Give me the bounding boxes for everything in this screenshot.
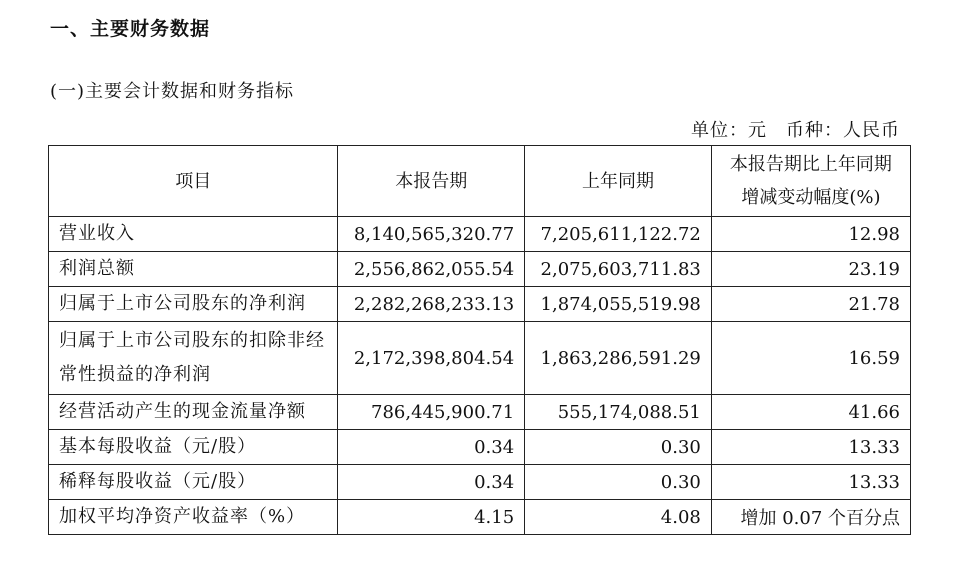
section-title: 一、主要财务数据: [50, 18, 211, 40]
table-row: [49, 465, 911, 500]
row-current: 4.15: [338, 500, 525, 535]
table-row: [49, 395, 911, 430]
row-change: 12.98: [711, 217, 910, 252]
header-prior-period: 上年同期: [525, 146, 712, 217]
row-item: 归属于上市公司股东的扣除非经常性损益的净利润: [49, 322, 338, 395]
row-prior: 0.30: [525, 430, 712, 465]
table-row: [49, 252, 911, 287]
table-row: [49, 430, 911, 465]
row-prior: 1,863,286,591.29: [525, 322, 712, 395]
row-item: 基本每股收益（元/股）: [49, 430, 338, 465]
table-row: [49, 217, 911, 252]
row-prior: 555,174,088.51: [525, 395, 712, 430]
row-current: 786,445,900.71: [338, 395, 525, 430]
row-change: 23.19: [711, 252, 910, 287]
unit-note: 单位：元 币种：人民币: [691, 120, 900, 141]
subsection-title: (一)主要会计数据和财务指标: [50, 81, 295, 102]
row-change: 13.33: [711, 430, 910, 465]
row-current: 2,172,398,804.54: [338, 322, 525, 395]
row-current: 2,556,862,055.54: [338, 252, 525, 287]
row-item: 营业收入: [49, 217, 338, 252]
row-item: 利润总额: [49, 252, 338, 287]
row-current: 8,140,565,320.77: [338, 217, 525, 252]
row-current: 0.34: [338, 465, 525, 500]
header-item: 项目: [49, 146, 338, 217]
row-prior: 7,205,611,122.72: [525, 217, 712, 252]
row-change: 16.59: [711, 322, 910, 395]
header-current-period: 本报告期: [338, 146, 525, 217]
row-item: 稀释每股收益（元/股）: [49, 465, 338, 500]
financial-data-table: [48, 145, 911, 535]
row-prior: 0.30: [525, 465, 712, 500]
row-item: 经营活动产生的现金流量净额: [49, 395, 338, 430]
header-change-percent: 本报告期比上年同期增减变动幅度(%): [711, 146, 910, 217]
row-prior: 2,075,603,711.83: [525, 252, 712, 287]
row-prior: 1,874,055,519.98: [525, 287, 712, 322]
row-item: 归属于上市公司股东的净利润: [49, 287, 338, 322]
row-current: 0.34: [338, 430, 525, 465]
row-change: 增加 0.07 个百分点: [711, 500, 910, 535]
row-current: 2,282,268,233.13: [338, 287, 525, 322]
table-row: [49, 322, 911, 395]
row-item: 加权平均净资产收益率（%）: [49, 500, 338, 535]
row-change: 41.66: [711, 395, 910, 430]
table-header-row: [49, 146, 911, 217]
row-change: 21.78: [711, 287, 910, 322]
row-prior: 4.08: [525, 500, 712, 535]
table-row: [49, 287, 911, 322]
table-row: [49, 500, 911, 535]
row-change: 13.33: [711, 465, 910, 500]
